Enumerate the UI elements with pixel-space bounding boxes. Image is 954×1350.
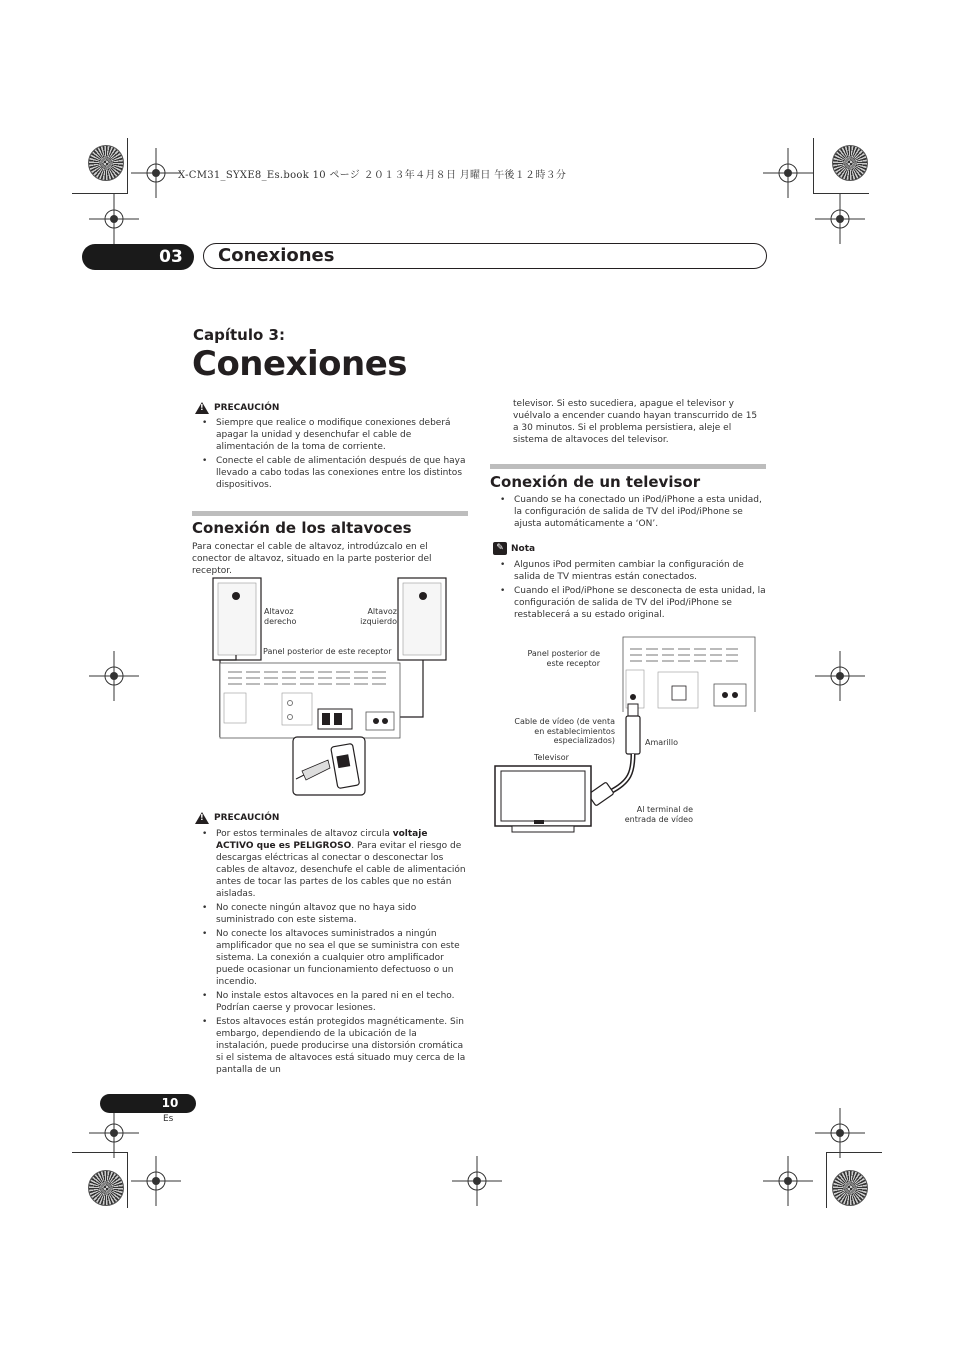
section-divider [192, 511, 468, 516]
crop-mark [127, 138, 128, 194]
tv-label: Televisor [534, 753, 569, 762]
list-item: • Estos altavoces están protegidos magnéticamente. Sin embargo, dependiendo de la ubicación de la instalación, puede producirse una distorsión cromática si el sistema de altavoces está situado muy cerca de la pantalla de un [202, 1016, 468, 1076]
section-divider [490, 464, 766, 469]
registration-mark-icon [131, 1156, 181, 1206]
page-title: Conexiones [192, 344, 408, 384]
section-title: Conexión de los altavoces [192, 519, 412, 537]
color-target-icon [88, 1170, 124, 1206]
right-speaker-label: Altavoz derecho [264, 607, 297, 626]
warning-icon [195, 812, 209, 824]
list-item: • Cuando se ha conectado un iPod/iPhone a esta unidad, la configuración de salida de TV del iPod/iPhone se ajusta automáticamente a ‘ON’. [500, 494, 766, 530]
caution-heading: ! PRECAUCIÓN [195, 402, 279, 414]
crop-mark [826, 1152, 882, 1153]
color-target-icon [832, 145, 868, 181]
registration-mark-icon [815, 651, 865, 701]
list-item: • Conecte el cable de alimentación después de que haya llevado a cabo todas las conexiones entre los distintos dispositivos. [202, 455, 468, 491]
crop-mark [813, 193, 869, 194]
registration-mark-icon [89, 1108, 139, 1158]
caution-list [202, 828, 468, 1078]
speaker-connection-diagram [210, 575, 450, 797]
receiver-rear-panel-label: Panel posterior de este receptor [527, 649, 600, 668]
video-cable-label: Cable de vídeo (de venta en establecimientos especializados) [514, 717, 615, 745]
note-pencil-icon: ✎ [493, 542, 507, 555]
yellow-label: Amarillo [645, 738, 679, 747]
crop-mark [72, 1152, 128, 1153]
registration-mark-icon [815, 194, 865, 244]
color-target-icon [88, 145, 124, 181]
caution-list [202, 417, 468, 493]
list-item: • Siempre que realice o modifique conexiones deberá apagar la unidad y desenchufar el cable de alimentación de la toma de corriente. [202, 417, 468, 453]
left-speaker-label: Altavoz izquierdo [360, 607, 397, 626]
chapter-label: Capítulo 3: [193, 326, 285, 344]
list-item: • No instale estos altavoces en la pared ni en el techo. Podrían caerse y provocar lesiones. [202, 990, 468, 1014]
registration-mark-icon [131, 148, 181, 198]
video-input-label: Al terminal de entrada de vídeo [624, 805, 693, 824]
page-language: Es [163, 1114, 174, 1124]
rear-panel-label: Panel posterior de este receptor [263, 647, 392, 656]
file-header: X-CM31_SYXE8_Es.book 10 ページ ２０１３年４月８日 月曜日 午後１２時３分 [178, 170, 567, 181]
color-target-icon [832, 1170, 868, 1206]
caution-heading: ! PRECAUCIÓN [195, 812, 279, 824]
crop-mark [813, 138, 814, 194]
section-title: Conexión de un televisor [490, 473, 701, 491]
list-item: • Algunos iPod permiten cambiar la configuración de salida de TV mientras están conectados. [500, 559, 766, 583]
list-item: • No conecte los altavoces suministrados a ningún amplificador que no sea el que se suministra con este sistema. La conexión a cualquier otro amplificador puede ocasionar un funcionamiento defectuoso o un incendio. [202, 928, 468, 988]
tv-list [500, 494, 766, 532]
crop-mark [72, 193, 128, 194]
continued-text: televisor. Si esto sucediera, apague el televisor y vuélvalo a encender cuando hayan transcurrido de 15 a 30 minutos. Si el problema persistiera, aleje el sistema de altavoces del televisor. [513, 399, 758, 445]
note-list [500, 559, 766, 623]
registration-mark-icon [763, 148, 813, 198]
registration-mark-icon [89, 651, 139, 701]
registration-mark-icon [815, 1108, 865, 1158]
list-item: • No conecte ningún altavoz que no haya sido suministrado con este sistema. [202, 902, 468, 926]
section-intro: Para conectar el cable de altavoz, introdúzcalo en el conector de altavoz, situado en la parte posterior del receptor. [192, 542, 432, 576]
list-item: • Por estos terminales de altavoz circula voltaje ACTIVO que es PELIGROSO. Para evitar el riesgo de descargas eléctricas al conectar o desconectar los cables de altavoz, desenchufe el cable de alimentación antes de tocar las partes de los cables que no están aisladas. [202, 828, 468, 900]
registration-mark-icon [452, 1156, 502, 1206]
registration-mark-icon [763, 1156, 813, 1206]
list-item: • Cuando el iPod/iPhone se desconecta de esta unidad, la configuración de salida de TV del iPod/iPhone se restablecerá a su estado original. [500, 585, 766, 621]
page-number: 10 [161, 1096, 179, 1110]
crop-mark [826, 1152, 827, 1208]
crop-mark [127, 1152, 128, 1208]
registration-mark-icon [89, 194, 139, 244]
chapter-number: 03 [159, 247, 183, 267]
warning-icon [195, 402, 209, 414]
note-heading: ✎ Nota [493, 542, 535, 555]
chapter-title: Conexiones [218, 245, 335, 266]
